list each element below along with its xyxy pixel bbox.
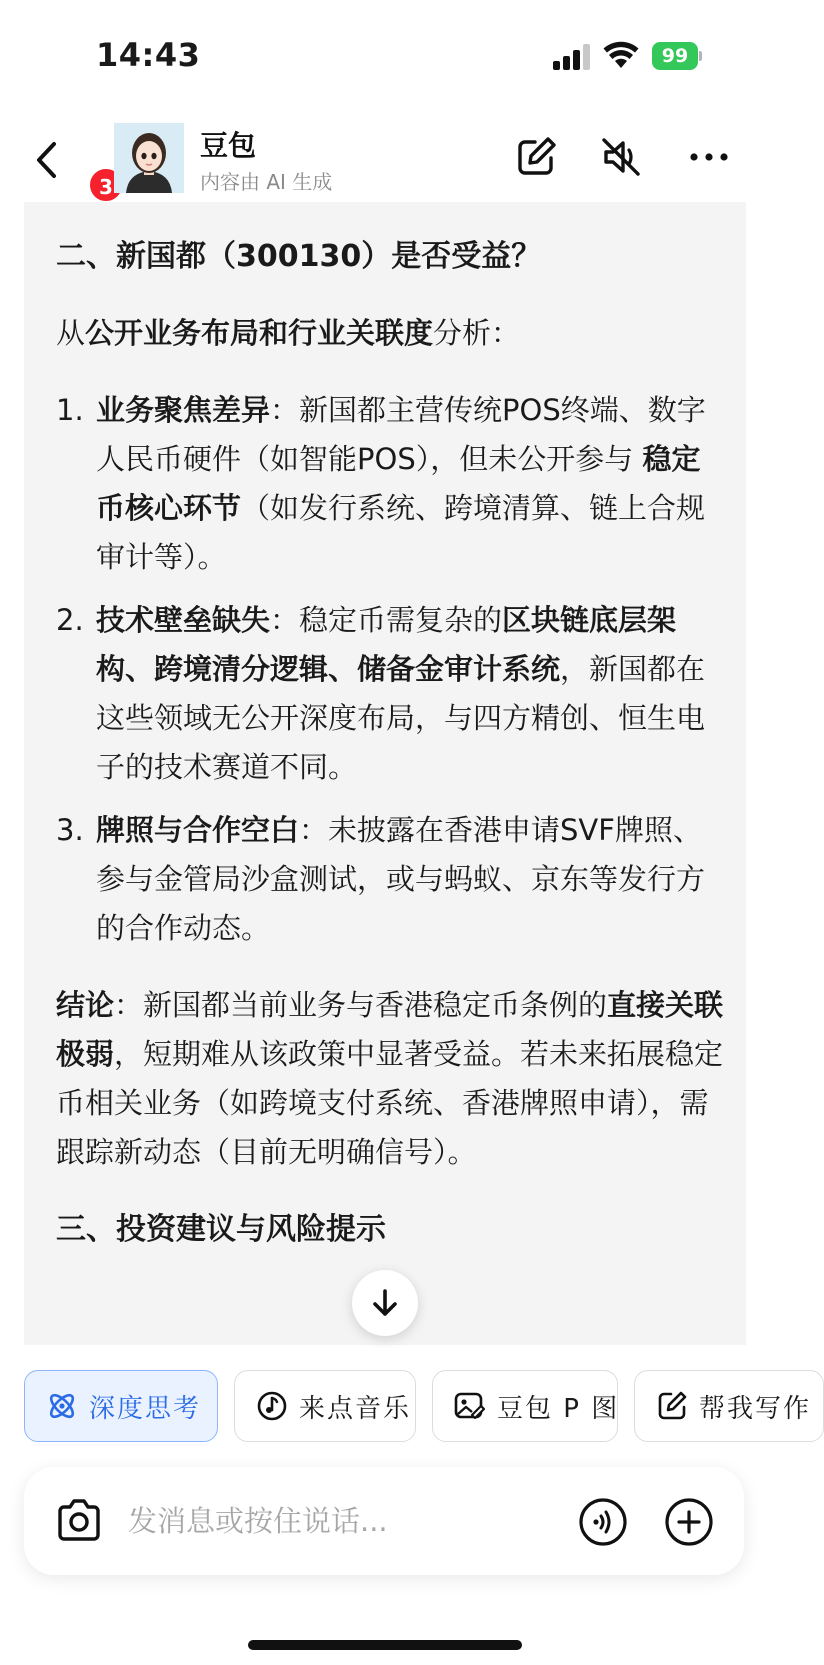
list-number: 1. bbox=[56, 393, 84, 427]
list-item-text-end: （如发行系统、跨境清算、链上合规审计等）。 bbox=[96, 491, 706, 574]
list-text bbox=[96, 806, 726, 953]
pen-square-icon bbox=[655, 1389, 689, 1423]
chip-label: 豆包 P 图 bbox=[497, 1393, 620, 1424]
intro-prefix: 从 bbox=[56, 316, 86, 350]
list-item bbox=[56, 596, 726, 792]
music-icon bbox=[255, 1389, 289, 1423]
camera-button[interactable] bbox=[54, 1497, 104, 1545]
status-bar bbox=[0, 0, 769, 110]
scroll-to-bottom-button[interactable] bbox=[352, 1270, 418, 1336]
chip-writing[interactable] bbox=[634, 1370, 824, 1442]
conclusion-emphasis: 直接关联极弱 bbox=[56, 988, 724, 1071]
more-icon bbox=[686, 134, 732, 180]
list-item-title: 牌照与合作空白 bbox=[96, 813, 300, 847]
camera-icon bbox=[54, 1497, 104, 1545]
arrow-down-icon bbox=[371, 1288, 399, 1318]
list-item-text: ：稳定币需复杂的 bbox=[270, 603, 503, 637]
list-item-text: ：未披露在香港申请SVF牌照、参与金管局沙盒测试，或与蚂蚁、京东等发行方的合作动态。 bbox=[96, 813, 706, 945]
battery-icon bbox=[652, 42, 702, 70]
bot-name: 豆包 bbox=[200, 129, 257, 162]
next-section-title: 三、投资建议与风险提示 bbox=[56, 1212, 386, 1247]
conclusion bbox=[56, 981, 726, 1177]
edit-icon bbox=[513, 134, 559, 180]
mute-button[interactable] bbox=[598, 134, 644, 180]
list-number: 3. bbox=[56, 813, 84, 847]
status-time: 14:43 bbox=[96, 36, 201, 74]
list-item-title: 业务聚焦差异 bbox=[96, 393, 271, 427]
conclusion-text-end: ，短期难从该政策中显著受益。若未来拓展稳定币相关业务（如跨境支付系统、香港牌照申请），需跟踪新动态（目前无明确信号）。 bbox=[56, 1037, 724, 1169]
chat-header bbox=[0, 110, 769, 205]
quick-actions bbox=[24, 1370, 812, 1444]
avatar[interactable] bbox=[114, 123, 184, 193]
list-number: 2. bbox=[56, 603, 84, 637]
list-item bbox=[56, 386, 726, 582]
message-content bbox=[56, 232, 726, 1282]
list-item-emphasis: 稳定币核心环节 bbox=[96, 442, 701, 525]
more-options-button[interactable] bbox=[664, 1497, 714, 1547]
ai-generated-notice: 内容由 AI 生成 bbox=[200, 170, 333, 194]
message-input[interactable] bbox=[128, 1495, 568, 1547]
back-icon bbox=[34, 141, 58, 179]
battery-level: 99 bbox=[652, 42, 698, 70]
back-button[interactable] bbox=[28, 133, 113, 199]
chip-music[interactable] bbox=[234, 1370, 416, 1442]
bot-message bbox=[24, 202, 746, 1345]
atom-icon bbox=[45, 1389, 79, 1423]
plus-circle-icon bbox=[664, 1497, 714, 1547]
analysis-intro bbox=[56, 309, 726, 358]
battery-cap bbox=[699, 51, 702, 61]
edit-button[interactable] bbox=[513, 134, 559, 180]
unread-badge: 3 bbox=[88, 167, 124, 203]
list-item-title: 技术壁垒缺失 bbox=[96, 603, 271, 637]
intro-suffix: 分析： bbox=[433, 316, 521, 350]
list-item-text-end: ，新国都在这些领域无公开深度布局，与四方精创、恒生电子的技术赛道不同。 bbox=[96, 652, 706, 784]
voice-icon bbox=[578, 1497, 628, 1547]
chip-image-edit[interactable] bbox=[432, 1370, 618, 1442]
list-item-text: ：新国都主营传统POS终端、数字人民币硬件（如智能POS），但未公开参与 bbox=[96, 393, 706, 476]
list-item-emphasis: 区块链底层架构、跨境清分逻辑、储备金审计系统 bbox=[96, 603, 677, 686]
intro-bold: 公开业务布局和行业关联度 bbox=[85, 316, 434, 350]
mute-icon bbox=[598, 134, 644, 180]
bot-avatar-image bbox=[114, 123, 184, 193]
image-edit-icon bbox=[453, 1389, 487, 1423]
message-composer bbox=[24, 1467, 744, 1575]
list-item bbox=[56, 806, 726, 953]
list-text bbox=[96, 386, 726, 582]
cellular-signal-icon bbox=[553, 44, 593, 70]
conclusion-text: ：新国都当前业务与香港稳定币条例的 bbox=[114, 988, 608, 1022]
more-button[interactable] bbox=[686, 134, 732, 180]
chip-label: 帮我写作 bbox=[699, 1393, 812, 1424]
voice-call-button[interactable] bbox=[578, 1497, 628, 1547]
conclusion-label: 结论 bbox=[56, 988, 115, 1022]
chip-deep-thinking[interactable] bbox=[24, 1370, 218, 1442]
chip-label: 来点音乐 bbox=[299, 1393, 412, 1424]
list-text bbox=[96, 596, 726, 792]
chip-label: 深度思考 bbox=[89, 1393, 202, 1424]
wifi-icon bbox=[603, 40, 639, 70]
section-title: 二、新国都（300130）是否受益？ bbox=[56, 239, 542, 274]
home-indicator[interactable] bbox=[248, 1640, 522, 1650]
